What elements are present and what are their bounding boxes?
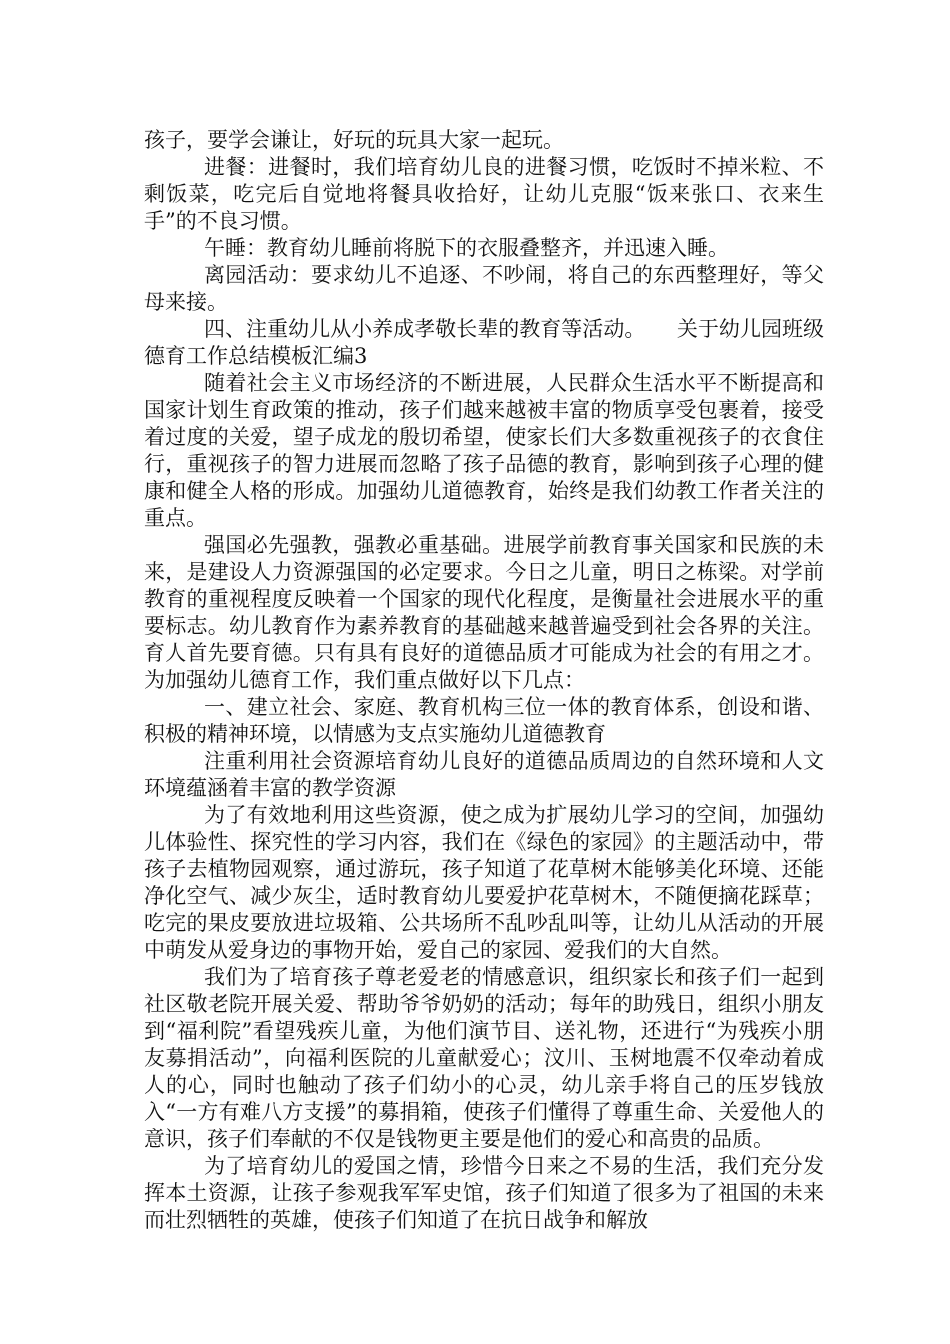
paragraph: 四、注重幼儿从小养成孝敬长辈的教育等活动。 关于幼儿园班级德育工作总结模板汇编3 [144,317,824,368]
paragraph: 午睡：教育幼儿睡前将脱下的衣服叠整齐，并迅速入睡。 [204,236,729,260]
paragraph: 随着社会主义市场经济的不断进展，人民群众生活水平不断提高和国家计划生育政策的推动，孩子们越来越被丰富的物质享受包裹着，接受着过度的关爱，望子成龙的殷切希望，使家长们大多数重视孩子的衣食住行，重视孩子的智力进展而忽略了孩子品德的教育，影响到孩子心理的健康和健全人格的形成。加强幼儿道德教育，始终是我们幼教工作者关注的重点。 [144,371,824,530]
document-body [144,127,824,1234]
paragraph: 离园活动：要求幼儿不追逐、不吵闹，将自己的东西整理好，等父母来接。 [144,263,824,314]
paragraph: 进餐：进餐时，我们培育幼儿良的进餐习惯，吃饭时不掉米粒、不剩饭菜，吃完后自觉地将餐具收拾好，让幼儿克服“饭来张口、衣来生手”的不良习惯。 [144,155,824,233]
paragraph: 我们为了培育孩子尊老爱老的情感意识，组织家长和孩子们一起到社区敬老院开展关爱、帮助爷爷奶奶的活动；每年的助残日，组织小朋友到“福利院”看望残疾儿童，为他们演节目、送礼物，还进行“为残疾小朋友募捐活动”，向福利医院的儿童献爱心；汶川、玉树地震不仅牵动着成人的心，同时也触动了孩子们幼小的心灵，幼儿亲手将自己的压岁钱放入“一方有难八方支援”的募捐箱，使孩子们懂得了尊重生命、关爱他人的意识，孩子们奉献的不仅是钱物更主要是他们的爱心和高贵的品质。 [144,965,824,1151]
paragraph: 一、建立社会、家庭、教育机构三位一体的教育体系，创设和谐、积极的精神环境，以情感为支点实施幼儿道德教育 [144,695,824,746]
paragraph: 注重利用社会资源培育幼儿良好的道德品质周边的自然环境和人文环境蕴涵着丰富的教学资源 [144,749,824,800]
paragraph: 为了有效地利用这些资源，使之成为扩展幼儿学习的空间，加强幼儿体验性、探究性的学习内容，我们在《绿色的家园》的主题活动中，带孩子去植物园观察，通过游玩，孩子知道了花草树木能够美化环境、还能净化空气、减少灰尘，适时教育幼儿要爱护花草树木，不随便摘花踩草；吃完的果皮要放进垃圾箱、公共场所不乱吵乱叫等，让幼儿从活动的开展中萌发从爱身边的事物开始，爱自己的家园、爱我们的大自然。 [144,803,824,962]
paragraph: 孩子，要学会谦让，好玩的玩具大家一起玩。 [144,128,564,152]
paragraph: 为了培育幼儿的爱国之情，珍惜今日来之不易的生活，我们充分发挥本土资源，让孩子参观我军军史馆，孩子们知道了很多为了祖国的未来而壮烈牺牲的英雄，使孩子们知道了在抗日战争和解放 [144,1154,824,1232]
paragraph: 强国必先强教，强教必重基础。进展学前教育事关国家和民族的未来，是建设人力资源强国的必定要求。今日之儿童，明日之栋梁。对学前教育的重视程度反映着一个国家的现代化程度，是衡量社会进展水平的重要标志。幼儿教育作为素养教育的基础越来越普遍受到社会各界的关注。育人首先要育德。只有具有良好的道德品质才可能成为社会的有用之才。为加强幼儿德育工作，我们重点做好以下几点： [144,533,824,692]
